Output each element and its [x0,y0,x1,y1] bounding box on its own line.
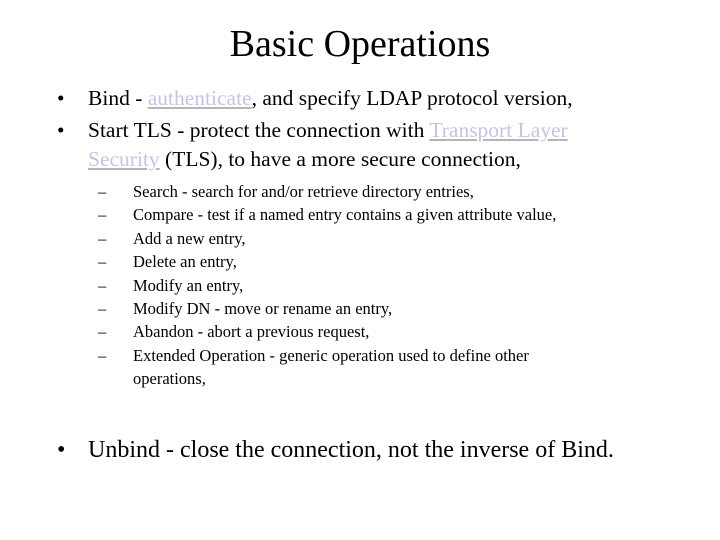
dash-icon: – [98,322,107,342]
slide-title: Basic Operations [229,23,491,65]
dash-icon: – [98,182,107,201]
sub-item-modify-dn [0,297,720,320]
sub-item-compare [0,203,720,226]
sub-bullet-list [0,180,720,391]
bullet-text: , and specify LDAP protocol version, [251,86,573,110]
bullet-text: Unbind - close the connection, not the inverse of Bind. [88,437,614,463]
sub-item-text: Modify an entry, [133,275,244,295]
transport-layer-security-link[interactable]: Transport Layer [429,118,568,142]
sub-item-extended-operation-continued [0,367,720,390]
bullet-icon: • [57,118,65,142]
dash-icon: – [98,275,107,295]
transport-layer-security-link-continued[interactable]: Security [88,147,160,171]
dash-icon: – [98,252,107,272]
sub-item-text: Delete an entry, [133,252,237,272]
sub-item-delete [0,250,720,273]
sub-item-abandon [0,320,720,343]
sub-item-search [0,180,720,203]
sub-item-text: Extended Operation - generic operation used to define other [133,345,529,365]
bullet-list [0,84,720,391]
sub-item-extended-operation [0,344,720,367]
sub-item-text: Abandon - abort a previous request, [133,322,370,342]
bullet-text: (TLS), to have a more secure connection, [159,147,521,171]
dash-icon: – [98,345,107,365]
sub-item-text: Add a new entry, [133,228,246,248]
sub-item-text: Search - search for and/or retrieve directory entries, [133,182,474,201]
bullet-list-bottom [0,434,720,469]
bullet-item-start-tls [0,116,720,174]
bullet-item-bind [0,84,720,113]
bullet-text: Bind - [88,86,148,110]
bullet-icon: • [57,437,66,463]
sub-item-text: Compare - test if a named entry contains a given attribute value, [133,205,557,225]
bullet-icon: • [57,86,65,110]
sub-item-text: Modify DN - move or rename an entry, [133,299,393,319]
dash-icon: – [98,205,107,225]
dash-icon: – [98,228,107,248]
sub-item-text: operations, [133,369,206,389]
dash-icon: – [98,299,107,319]
sub-item-add [0,227,720,250]
bullet-item-unbind [0,434,720,466]
sub-item-modify [0,274,720,297]
bullet-text: Start TLS - protect the connection with [88,118,430,142]
authenticate-link[interactable]: authenticate [147,86,252,110]
